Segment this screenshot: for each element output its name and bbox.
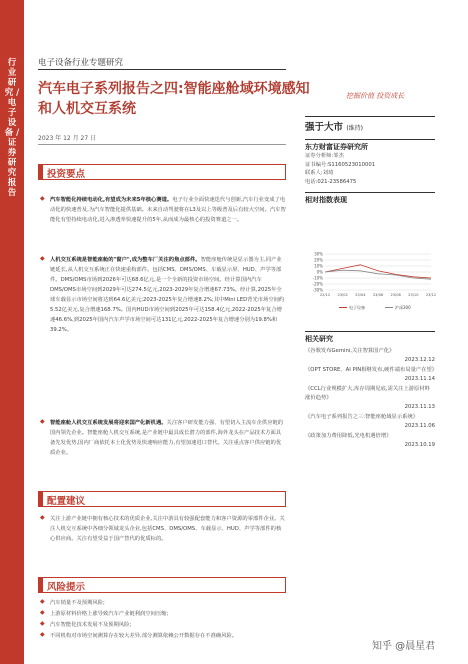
related-item-date: 2023.11.14 <box>404 376 435 382</box>
risk-item-1 <box>40 598 286 608</box>
point-body: 关注客户研发能力强、有望切入主流车企供应链的国内领先企业。智能座舱人机交互系统,是产业链中最具成长潜力的部件,海外龙头在产品技术方面具备先发优势,国内厂商依托本土化优势及快速响应能力,有望加速进口替代。关注重点客户供应链的优质企业。 <box>50 420 284 456</box>
chart-x-tick-label: 23/08 <box>390 293 401 297</box>
advice-section-title: 配置建议 <box>47 496 86 507</box>
related-item-date: 2023.11.06 <box>404 423 435 429</box>
page-title: 汽车电子系列报告之四:智能座舱域环境感知和人机交互系统 <box>38 81 310 117</box>
slogan: 挖掘价值 投资成长 <box>346 92 405 100</box>
point-item-2 <box>40 255 286 335</box>
related-heading: 相关研究 <box>305 335 333 343</box>
cert-line: 证书编号:S1160523010001 <box>305 161 376 168</box>
advice-item-1 <box>40 514 286 544</box>
analyst-line: 证券分析师:邹杰 <box>305 153 344 159</box>
risk-item-4 <box>40 631 286 641</box>
rating-sub: (维持) <box>346 125 364 132</box>
section-marker <box>38 491 43 507</box>
chart-x-tick-label: 23/02 <box>337 293 348 297</box>
watermark: 知乎 @晨星君 <box>372 641 436 652</box>
points-section-header <box>38 164 286 180</box>
sidebar-divider <box>305 139 435 140</box>
chart-legend-label: 电子设备 <box>349 305 365 310</box>
related-item-title[interactable]: 《汽车电子系列报告之三:智能座舱域显示系统》 <box>305 414 419 420</box>
section-marker <box>38 577 43 593</box>
chart-x-tick-label: 23/04 <box>355 293 366 297</box>
chart-x-tick-label: 22/12 <box>319 293 331 297</box>
diamond-bullet-icon: ◆ <box>40 514 45 521</box>
advice-body: 关注上游产业链中拥有核心技术的优质企业,关注中游具有较强配套能力和客户资源的零部件企业。关注人机交互系统中各细分领域龙头企业,包括CMS、DMS/OMS、车载显示、HUD、声学等部件的核心供应商。关注有望受益于国产替代的优质标的。 <box>50 516 285 542</box>
risk-section-title: 风险提示 <box>47 582 86 593</box>
risk-body: 汽车智能化技术发展不及预期风险; <box>50 622 132 628</box>
chart-y-tick-label: -10% <box>312 275 323 281</box>
chart-y-tick-label: 20% <box>314 257 323 263</box>
chart-series-line <box>325 265 431 278</box>
risk-item-2 <box>40 609 286 619</box>
left-vertical-band <box>0 0 24 664</box>
risk-section-header <box>38 577 286 593</box>
report-category-vertical: 行业研究 / 电子设备 / 证券研究报告 <box>4 58 20 198</box>
trend-heading: 相对指数表现 <box>305 196 347 204</box>
chart-svg <box>305 252 435 312</box>
chart-y-tick-label: 30% <box>314 251 323 257</box>
section-marker <box>38 164 43 180</box>
point-lead: 智能座舱人机交互系统发展将迎来国产化新机遇。 <box>50 420 167 426</box>
related-item-title[interactable]: 《政策加力费用降低,光电机遇倍增》 <box>305 433 392 439</box>
sidebar-divider <box>305 116 435 117</box>
chart-y-tick-label: -20% <box>312 281 323 287</box>
related-item-date: 2023.11.13 <box>404 404 435 410</box>
report-date: 2023 年 12 月 27 日 <box>38 135 97 142</box>
point-body: 电子行业全面快速迭代与创新,汽车行业变成了电动化的快速普及,为汽车智能化提供基础。未来自动驾驶将在L3及以上等级普及后有较大空间。汽车智能化有望持续电动化,进入渗透率快速提升的5年,从而成为最核心的投资赛道之一。 <box>50 197 286 223</box>
related-item-title[interactable]: 《谷歌发布Gemini,关注智算国产化》 <box>305 348 395 354</box>
chart-y-tick-label: 10% <box>314 263 323 269</box>
diamond-bullet-icon: ◆ <box>40 631 45 638</box>
research-firm: 东方财富证券研究所 <box>305 143 368 151</box>
related-research <box>305 331 438 451</box>
chart-x-tick-label: 23/12 <box>425 293 437 297</box>
point-body: 智能座舱传统是显示器为主,同产业链延长,从人机交互系统正在快速重构部件。包括CMS、DMS/OMS、车载显示屏、HUD、声学等部件。DMS/OMS市场到2026年可达68.6亿元,是一个全新的投资市场空间。经计算国内汽车DMS/OMS市场空间到2029年可达274.5亿元,2023-2029年复合增速67.73%。经计算,2025年全球车载显示市场空间将达到64.6亿美元;2023-2025年复合增速8.2%;其中Mini LED背光市场空间约5.52亿美元,复合增速168.7%。国内HUD市场空间到2025年可达158.4亿元,2022-2025年复合增速46.6%,到2025年国内汽车声学市场空间可达131亿元,2022-2025年复合增速分别为19.8%和39.2%。 <box>50 257 285 333</box>
points-section-title: 投资要点 <box>47 169 86 180</box>
diamond-bullet-icon: ◆ <box>40 609 45 616</box>
chart-x-tick-label: 23/10 <box>408 293 419 297</box>
risk-body: 汽车销量不及预期风险; <box>50 600 105 606</box>
diamond-bullet-icon: ◆ <box>40 620 45 627</box>
risk-body: 不同机构对市场空间测算存在较大差异,部分测算依赖公开数据存在不准确风险。 <box>50 633 238 639</box>
phone-line: 电话:021-23586475 <box>305 178 357 185</box>
risk-item-3 <box>40 620 286 630</box>
type-divider <box>38 69 286 70</box>
point-item-1 <box>40 195 286 225</box>
industry-rating: 强于大市 (维持) <box>305 122 364 133</box>
chart-legend-label: 沪深300 <box>395 305 411 310</box>
chart-x-tick-label: 23/06 <box>372 293 384 297</box>
point-lead: 人机交互系统是智能座舱的"窗户",成为整车厂关注的焦点部件。 <box>50 257 201 263</box>
chart-y-tick-label: 0% <box>316 269 323 275</box>
point-lead: 汽车智能化持续电动化,有望成为未来5年核心赛道。 <box>50 197 173 203</box>
risk-body: 上游原材料价格上涨导致汽车产业链利润空间压缩; <box>50 611 169 617</box>
advice-section-header <box>38 491 286 507</box>
contact-line: 联系人:刘琦 <box>305 170 334 176</box>
related-item-date: 2023.12.12 <box>404 357 435 363</box>
report-type: 电子设备行业专题研究 <box>38 58 124 68</box>
related-item-title[interactable]: 《OPT STORE、AI PIN相继发布,硬件端布局量产在望》 <box>305 367 438 373</box>
diamond-bullet-icon: ◆ <box>40 598 45 605</box>
chart-y-tick-label: -30% <box>312 287 323 293</box>
date-divider <box>38 144 286 145</box>
diamond-bullet-icon: ◆ <box>40 418 45 425</box>
related-item-date: 2023.10.19 <box>404 442 435 448</box>
sidebar <box>305 116 435 205</box>
sidebar-divider <box>305 331 435 332</box>
diamond-bullet-icon: ◆ <box>40 195 45 202</box>
sidebar-divider <box>305 192 435 193</box>
diamond-bullet-icon: ◆ <box>40 255 45 262</box>
related-item-title[interactable]: 《CCL行业规模扩大,库存周期见底,需关注上游原材料涨价趋势》 <box>305 386 430 401</box>
relative-index-chart <box>305 252 435 312</box>
point-item-3 <box>40 418 286 458</box>
